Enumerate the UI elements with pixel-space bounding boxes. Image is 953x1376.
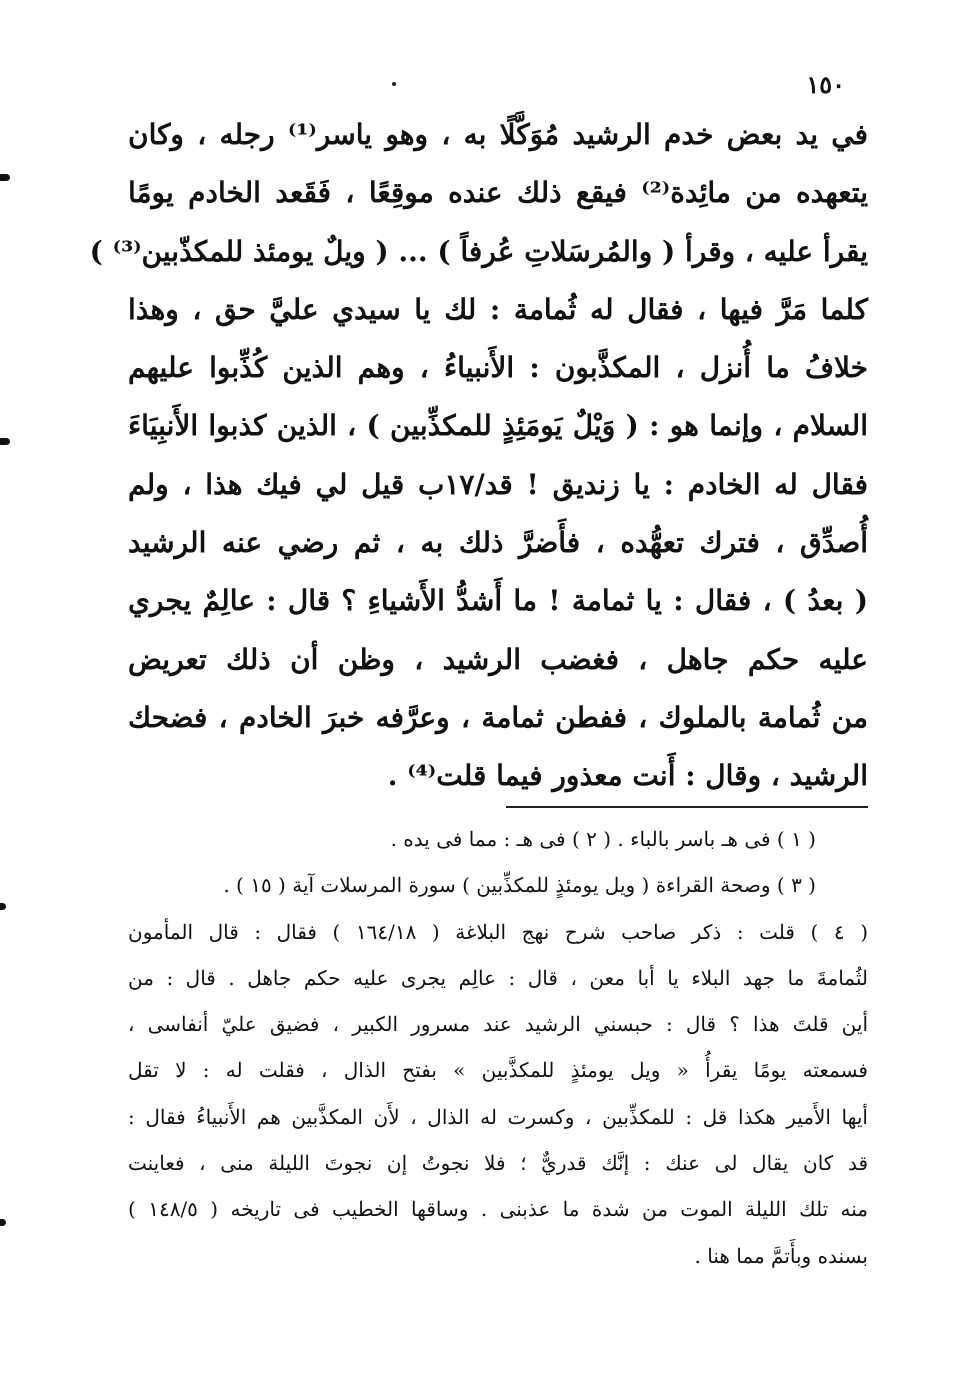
text-line: من ثُمامة بالملوك ، ففطن ثمامة ، وعرَّفه خبرَ الخادم ، فضحك [128,700,868,734]
text-line: يقرأ عليه ، وقرأ ( والمُرسَلاتِ عُرفاً ) ... ( ويلٌ يومئذ للمكذّبين⁽³⁾ ) [89,234,868,268]
main-text [89,106,869,806]
page-number: ١٥٠ [806,70,845,99]
text-line: يتعهده من مائِدة⁽²⁾ فيقع ذلك عنده موقِعًا ، فَقَعد الخادم يومًا [128,176,868,210]
text-line: عليه حكم جاهل ، فغضب الرشيد ، وظن أن ذلك تعريض [128,642,868,676]
footnote-line: أين قلتَ هذا ؟ قال : حبسني الرشيد عند مسرور الكبير ، فضيق عليّ أنفاسى ، [128,1012,868,1037]
footnote-line: ( ٤ ) قلت : ذكر صاحب شرح نهج البلاغة ( ١٦٤/١٨ ) فقال : قال المأمون [128,919,868,944]
ink-dot [392,82,396,86]
text-line: السلام ، وإنما هو : ( وَيْلٌ يَومَئِذٍ للمكذِّبين ) ، الذين كذبوا الأَنبِيَاءَ [128,409,868,443]
text-line: خلافُ ما أُنزل ، المكذَّبون : الأَنبياءُ ، وهم الذين كُذِّبوا عليهم [128,351,868,385]
footnotes [128,816,868,1279]
margin-mark [0,903,6,910]
text-line: ( بعدُ ) ، فقال : يا ثمامة ! ما أَشدُّ الأَشياءِ ؟ قال : عالِمٌ يجري [128,584,868,618]
footnote-line: قد كان يقال لى عنك : إنَّك قدريٌّ ؛ فلا نجوتُ إن نجوتَ الليلة منى ، فعاينت [128,1151,868,1176]
footnote-line: فسمعته يومًا يقرأُ « ويل يومئذٍ للمكذَّبين » بفتح الذال ، فقلت له : لا تقل [128,1058,868,1083]
footnote-line: ( ٣ ) وصحة القراءة ( ويل يومئذٍ للمكذِّبين ) سورة المرسلات آية ( ١٥ ) . [223,873,816,898]
footnote-line: أيها الأَمير هكذا قل : للمكذِّبين ، وكسرت له الذال ، لأَن المكذَّبين هم الأَنبياءُ فقال : [128,1104,868,1129]
margin-mark [0,1219,6,1226]
margin-mark [0,174,10,181]
footnote-line: بسنده وبأَتمَّ مما هنا . [694,1243,868,1268]
footnote-line: ( ١ ) فى هـ باسر بالباء . ( ٢ ) فى هـ : مما فى يده . [390,827,816,851]
margin-mark [0,438,10,445]
text-line: في يد بعض خدم الرشيد مُوَكَّلًا به ، وهو ياسر⁽¹⁾ رجله ، وكان [128,118,868,151]
footnote-separator [506,806,868,808]
footnote-line: لثُمامةَ ما جهد البلاء يا أبا معن ، قال : عالِم يجرى عليه حكم جاهل . قال : من [128,965,868,990]
text-line: كلما مَرَّ فيها ، فقال له ثُمامة : لك يا سيدي عليَّ حق ، وهذا [128,292,868,326]
footnote-line: منه تلك الليلة الموت من شدة ما عذبنى . وساقها الخطيب فى تاريخه ( ١٤٨/٥ ) [128,1197,868,1222]
text-line: أُصدِّق ، فترك تعهُّده ، فأَضرَّ ذلك به ، ثم رضي عنه الرشيد [128,526,868,560]
text-line: فقال له الخادم : يا زنديق ! قد/١٧ب قيل لي فيك هذا ، ولم [128,467,869,501]
text-line: الرشيد ، وقال : أَنت معذور فيما قلت⁽⁴⁾ . [387,759,868,793]
